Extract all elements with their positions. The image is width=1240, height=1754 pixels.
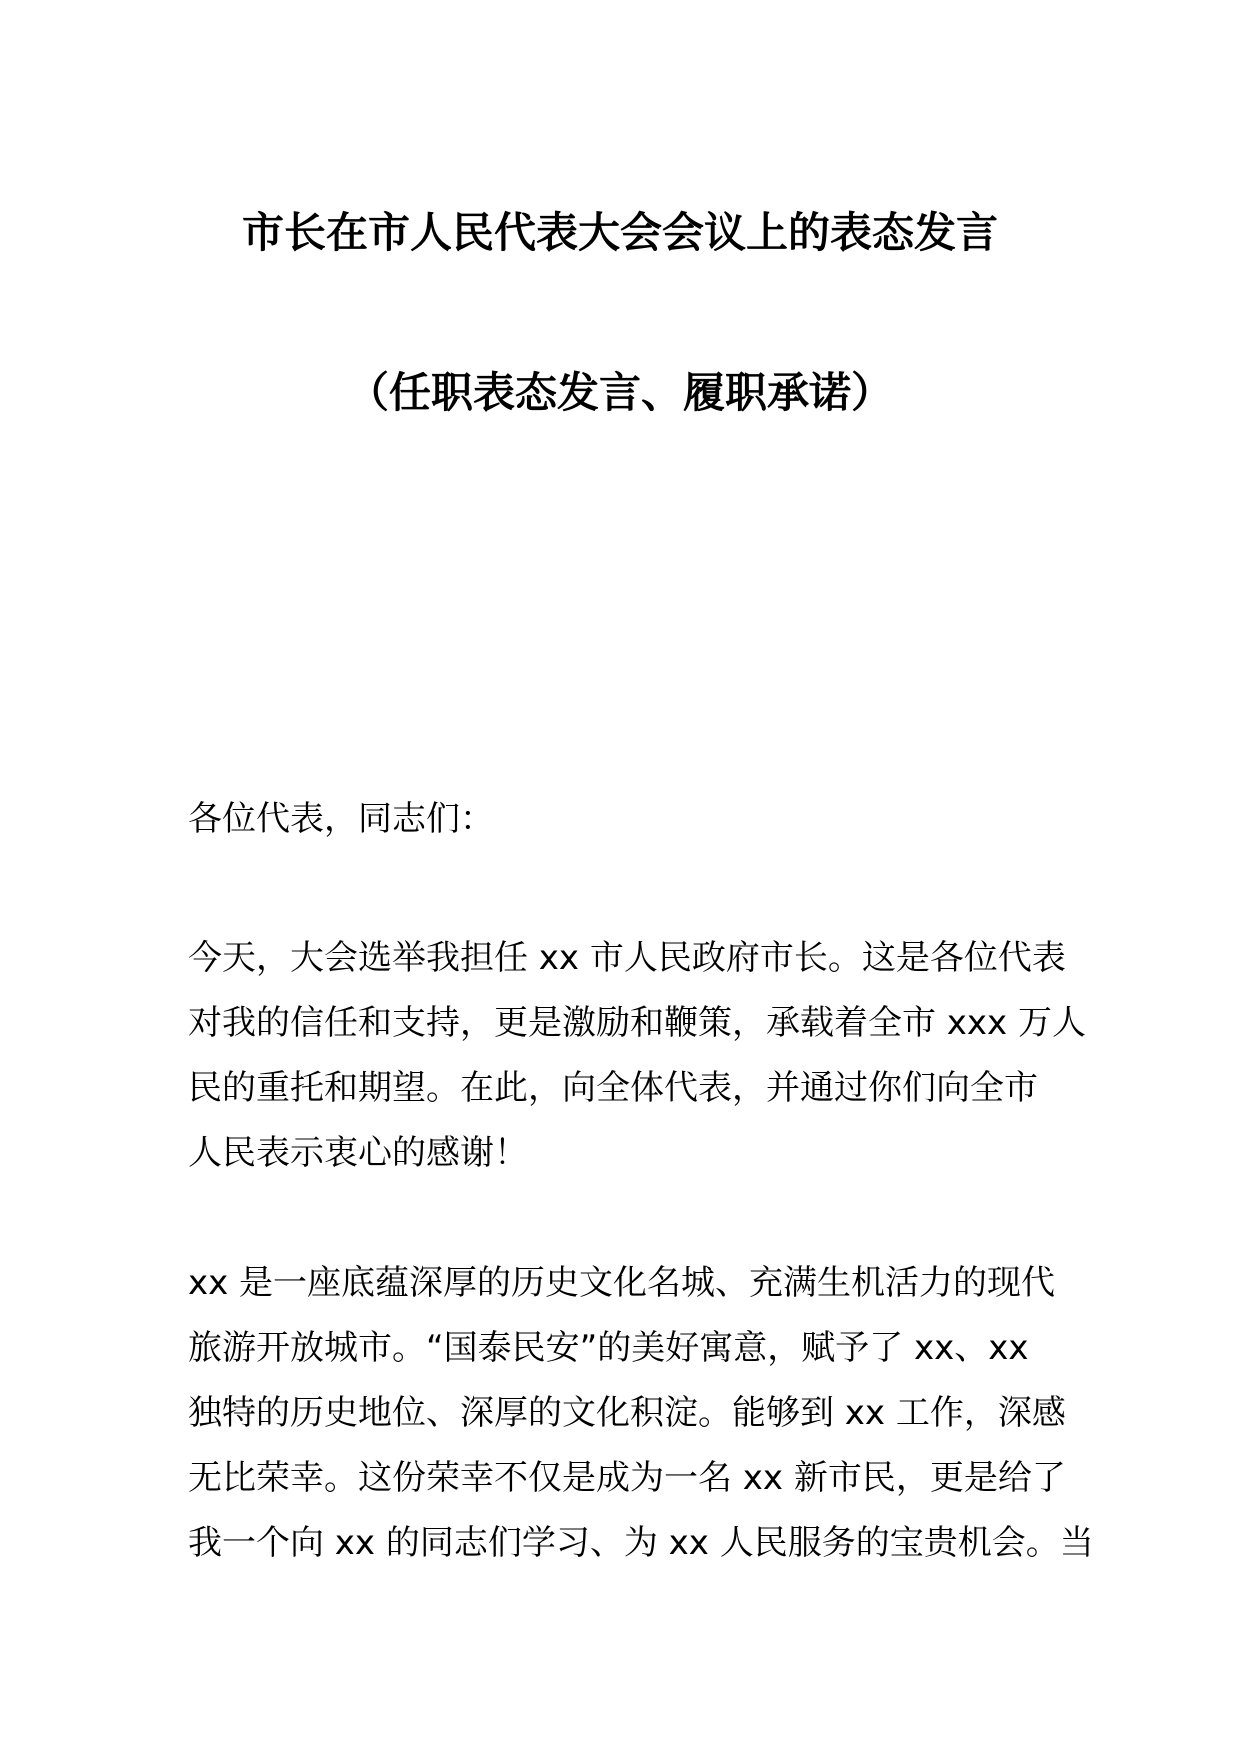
paragraph-2 [188, 1251, 1094, 1576]
paragraph-line: 对我的信任和支持，更是激励和鞭策，承载着全市 xxx 万人 [188, 1003, 1086, 1043]
paragraph-1 [188, 926, 1086, 1186]
paragraph-line: 无比荣幸。这份荣幸不仅是成为一名 xx 新市民，更是给了 [188, 1458, 1066, 1498]
paragraph-line: 人民表示衷心的感谢！ [188, 1133, 528, 1173]
paragraph-line: 独特的历史地位、深厚的文化积淀。能够到 xx 工作，深感 [188, 1393, 1066, 1433]
paragraph-line: 旅游开放城市。“国泰民安”的美好寓意，赋予了 xx、xx [188, 1328, 1029, 1368]
salutation: 各位代表，同志们： [188, 799, 494, 839]
paragraph-line: xx 是一座底蕴深厚的历史文化名城、充满生机活力的现代 [188, 1263, 1056, 1303]
paragraph-line: 我一个向 xx 的同志们学习、为 xx 人民服务的宝贵机会。当 [188, 1523, 1094, 1563]
paragraph-line: 今天，大会选举我担任 xx 市人民政府市长。这是各位代表 [188, 938, 1066, 978]
document-subtitle: （任职表态发言、履职承诺） [346, 368, 893, 417]
paragraph-line: 民的重托和期望。在此，向全体代表，并通过你们向全市 [188, 1068, 1038, 1108]
document-title: 市长在市人民代表大会会议上的表态发言 [241, 208, 998, 257]
